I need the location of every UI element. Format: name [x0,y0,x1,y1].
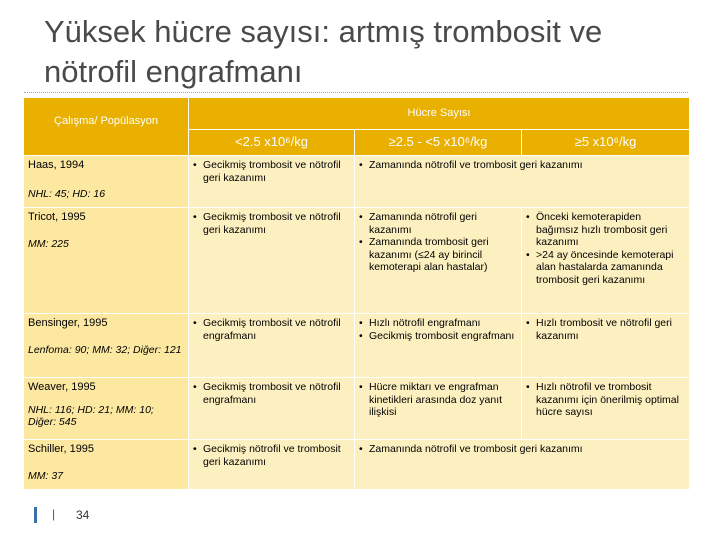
title-divider [24,92,688,93]
result-item: • Zamanında nötrofil geri kazanımı [359,211,517,236]
study-cell [24,440,189,490]
result-item: • Zamanında nötrofil ve trombosit geri kazanımı [359,443,685,456]
result-item: • Hızlı nötrofil engrafmanı [359,317,517,330]
result-cell-high [522,314,690,378]
result-cell-low [189,440,355,490]
result-item: • Gecikmiş trombosit ve nötrofil geri kazanımı [193,211,350,236]
table-row [24,440,690,490]
study-name: Haas, 1994 [28,159,85,171]
result-item: • Hücre miktarı ve engrafman kinetikleri arasında doz yanıt ilişkisi [359,381,517,419]
study-table [23,97,690,490]
result-item: • Zamanında nötrofil ve trombosit geri kazanımı [359,159,685,172]
table-row [24,156,690,208]
result-cell-mid [355,378,522,440]
result-cell-low [189,314,355,378]
result-cell-low [189,378,355,440]
study-name: Schiller, 1995 [28,443,95,455]
result-cell-mid [355,208,522,314]
result-cell-high [522,378,690,440]
study-population: NHL: 45; HD: 16 [28,187,106,200]
footer-separator: | [52,507,56,521]
study-name: Bensinger, 1995 [28,317,108,329]
page-number: 34 [76,508,90,522]
result-item: • Hızlı nötrofil ve trombosit kazanımı için önerilmiş optimal hücre sayısı [526,381,685,419]
column-header-low: <2.5 x10⁶/kg [189,130,355,156]
column-header-mid: ≥2.5 - <5 x10⁶/kg [355,130,522,156]
cell-count-header: Hücre Sayısı [189,98,690,130]
study-cell [24,378,189,440]
result-item: • >24 ay öncesinde kemoterapi alan hastalarda zamanında trombosit geri kazanımı [526,249,685,287]
study-name: Tricot, 1995 [28,211,86,223]
result-cell-low [189,156,355,208]
study-population: Lenfoma: 90; MM: 32; Diğer: 121 [28,343,182,356]
result-cell-low [189,208,355,314]
table-row [24,378,690,440]
result-item: • Zamanında trombosit geri kazanımı (≤24 ay birincil kemoterapi alan hastalar) [359,236,517,274]
result-cell-high [522,208,690,314]
result-item: • Gecikmiş trombosit ve nötrofil geri kazanımı [193,159,350,184]
result-cell-mid [355,314,522,378]
result-item: • Gecikmiş trombosit ve nötrofil engrafmanı [193,317,350,342]
footer-accent-bar [34,507,37,523]
study-population: MM: 225 [28,237,69,250]
result-item: • Gecikmiş nötrofil ve trombosit geri kazanımı [193,443,350,468]
result-cell-merged [355,156,690,208]
result-cell-merged [355,440,690,490]
result-item: • Gecikmiş trombosit engrafmanı [359,330,517,343]
table-row [24,314,690,378]
result-item: • Hızlı trombosit ve nötrofil geri kazanımı [526,317,685,342]
column-header-high: ≥5 x10⁶/kg [522,130,690,156]
result-item: • Gecikmiş trombosit ve nötrofil engrafmanı [193,381,350,406]
result-item: • Önceki kemoterapiden bağımsız hızlı trombosit geri kazanımı [526,211,685,249]
study-cell [24,314,189,378]
study-population-header: Çalışma/ Popülasyon [24,98,189,156]
study-population: NHL: 116; HD: 21; MM: 10; Diğer: 545 [28,403,154,428]
slide-title: Yüksek hücre sayısı: artmış trombosit ve nötrofil engrafmanı [44,14,603,89]
study-cell [24,156,189,208]
study-name: Weaver, 1995 [28,381,96,393]
study-population: MM: 37 [28,469,64,482]
table-row [24,208,690,314]
study-cell [24,208,189,314]
